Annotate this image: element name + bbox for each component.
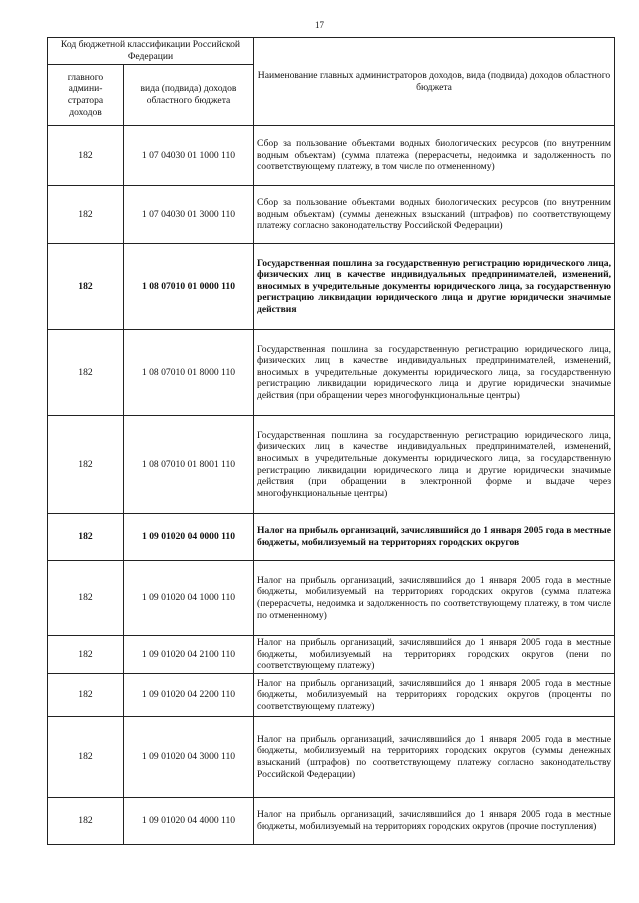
income-code-cell: 1 08 07010 01 8000 110 xyxy=(124,330,254,416)
admin-code-cell: 182 xyxy=(48,674,124,717)
income-name-cell: Государственная пошлина за государственную регистрацию юридического лица, физических лиц в качестве индивидуальных предпринимателей, изменений, вносимых в учредительные документы юридического лица, за государственную регистрацию ликвидации юридического лица и другие юридически значимые действия xyxy=(254,244,615,330)
table-row xyxy=(48,186,615,244)
income-code-cell: 1 09 01020 04 2100 110 xyxy=(124,636,254,674)
budget-classification-table xyxy=(47,37,615,845)
income-code-cell: 1 07 04030 01 1000 110 xyxy=(124,126,254,186)
income-code-cell: 1 09 01020 04 1000 110 xyxy=(124,561,254,636)
income-code-cell: 1 07 04030 01 3000 110 xyxy=(124,186,254,244)
header-admin-code: главного админи-стратора доходов xyxy=(48,65,124,126)
admin-code-cell: 182 xyxy=(48,330,124,416)
table-row xyxy=(48,717,615,798)
header-budget-code: Код бюджетной классификации Российской Федерации xyxy=(48,38,254,65)
table-row xyxy=(48,674,615,717)
admin-code-cell: 182 xyxy=(48,244,124,330)
table-row xyxy=(48,636,615,674)
admin-code-cell: 182 xyxy=(48,416,124,514)
admin-code-cell: 182 xyxy=(48,717,124,798)
table-row xyxy=(48,416,615,514)
admin-code-cell: 182 xyxy=(48,514,124,561)
income-name-cell: Государственная пошлина за государственную регистрацию юридического лица, физических лиц в качестве индивидуальных предпринимателей, изменений, вносимых в учредительные документы юридического лица, за государственную регистрацию ликвидации юридического лица и другие юридически значимые действия (при обращении через многофункциональные центры) xyxy=(254,330,615,416)
income-name-cell: Налог на прибыль организаций, зачислявшийся до 1 января 2005 года в местные бюджеты, мобилизуемый на территориях городских округов (сумма платежа (перерасчеты, недоимка и задолженность по соответствующему платежу, в том числе по отмененному) xyxy=(254,561,615,636)
table-row xyxy=(48,561,615,636)
admin-code-cell: 182 xyxy=(48,561,124,636)
table-row xyxy=(48,330,615,416)
income-code-cell: 1 09 01020 04 0000 110 xyxy=(124,514,254,561)
income-code-cell: 1 09 01020 04 4000 110 xyxy=(124,798,254,845)
table-body xyxy=(48,38,615,845)
header-admin-name: Наименование главных администраторов доходов, вида (подвида) доходов областного бюджета xyxy=(254,38,615,126)
income-name-cell: Налог на прибыль организаций, зачислявшийся до 1 января 2005 года в местные бюджеты, мобилизуемый на территориях городских округов (суммы денежных взысканий (штрафов) по соответствующему платежу согласно законодательству Российской Федерации) xyxy=(254,717,615,798)
admin-code-cell: 182 xyxy=(48,126,124,186)
admin-code-cell: 182 xyxy=(48,186,124,244)
income-name-cell: Налог на прибыль организаций, зачислявшийся до 1 января 2005 года в местные бюджеты, мобилизуемый на территориях городских округов xyxy=(254,514,615,561)
admin-code-cell: 182 xyxy=(48,636,124,674)
income-code-cell: 1 09 01020 04 2200 110 xyxy=(124,674,254,717)
table-row xyxy=(48,514,615,561)
income-name-cell: Сбор за пользование объектами водных биологических ресурсов (по внутренним водным объектам) (суммы денежных взысканий (штрафов) по соответствующему платежу согласно законодательству Российской Федерации) xyxy=(254,186,615,244)
table-row xyxy=(48,798,615,845)
header-income-code: вида (подвида) доходов областного бюджета xyxy=(124,65,254,126)
page-number: 17 xyxy=(315,20,324,30)
income-code-cell: 1 09 01020 04 3000 110 xyxy=(124,717,254,798)
income-name-cell: Налог на прибыль организаций, зачислявшийся до 1 января 2005 года в местные бюджеты, мобилизуемый на территориях городских округов (проценты по соответствующему платежу) xyxy=(254,674,615,717)
income-code-cell: 1 08 07010 01 8001 110 xyxy=(124,416,254,514)
table-row xyxy=(48,244,615,330)
income-name-cell: Налог на прибыль организаций, зачислявшийся до 1 января 2005 года в местные бюджеты, мобилизуемый на территориях городских округов (прочие поступления) xyxy=(254,798,615,845)
income-name-cell: Налог на прибыль организаций, зачислявшийся до 1 января 2005 года в местные бюджеты, мобилизуемый на территориях городских округов (пени по соответствующему платежу) xyxy=(254,636,615,674)
income-code-cell: 1 08 07010 01 0000 110 xyxy=(124,244,254,330)
income-name-cell: Государственная пошлина за государственную регистрацию юридического лица, физических лиц в качестве индивидуальных предпринимателей, изменений, вносимых в учредительные документы юридического лица, за государственную регистрацию ликвидации юридического лица и другие юридически значимые действия (при обращении в электронной форме и выдаче через многофункциональные центры) xyxy=(254,416,615,514)
table-row xyxy=(48,126,615,186)
admin-code-cell: 182 xyxy=(48,798,124,845)
table-header-row xyxy=(48,38,615,65)
income-name-cell: Сбор за пользование объектами водных биологических ресурсов (по внутренним водным объектам) (сумма платежа (перерасчеты, недоимка и задолженность по соответствующему платежу, в том числе по отмененному) xyxy=(254,126,615,186)
